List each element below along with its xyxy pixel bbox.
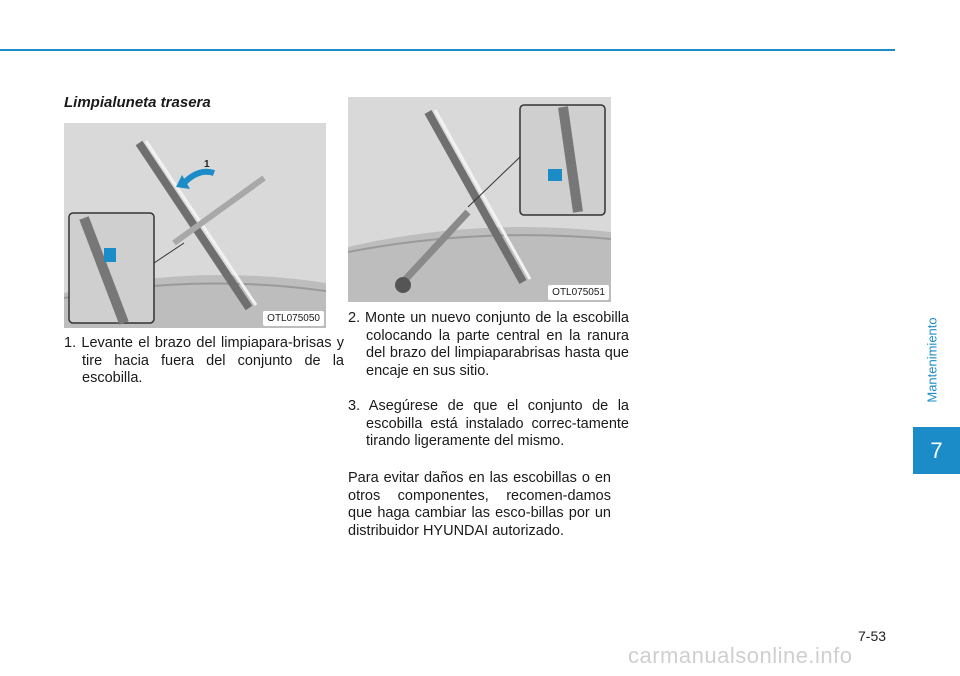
figure-code: OTL075050 xyxy=(263,311,324,326)
page-number: 7-53 xyxy=(858,628,887,644)
watermark: carmanualsonline.info xyxy=(628,643,853,668)
detail-inset xyxy=(69,213,154,323)
release-arrow-icon xyxy=(104,248,116,262)
note-text: Para evitar daños en las escobillas o en otros componentes, recomen-damos que haga cambiar las esco-billas por un distribuidor HYUNDAI autorizado. xyxy=(348,470,611,539)
figure-remove-wiper-blade xyxy=(64,123,326,328)
lift-arrow-icon xyxy=(184,172,214,183)
chapter-number: 7 xyxy=(930,437,943,463)
figure-code: OTL075051 xyxy=(548,285,609,300)
step-marker: 1 xyxy=(204,159,210,170)
illustration-wiper-blade-install xyxy=(348,97,611,302)
step-3-text: 3. Asegúrese de que el conjunto de la escobilla está instalado correc-tamente tirando ligeramente del mismo. xyxy=(348,398,629,450)
illustration-wiper-arm-lift xyxy=(64,123,326,328)
section-title: Limpialuneta trasera xyxy=(64,94,211,111)
top-rule xyxy=(0,49,895,51)
step-1-text: 1. Levante el brazo del limpiapara-brisas y tire hacia fuera del conjunto de la escobilla. xyxy=(64,335,344,387)
step-2-text: 2. Monte un nuevo conjunto de la escobilla colocando la parte central en la ranura del brazo del limpiaparabrisas hasta que encaje en sus sitio. xyxy=(348,310,629,379)
chapter-tab xyxy=(913,427,960,474)
chapter-side-label xyxy=(922,290,942,430)
figure-install-wiper-blade xyxy=(348,97,611,302)
insert-arrow-icon xyxy=(548,169,562,181)
chapter-name: Mantenimiento xyxy=(924,317,940,403)
